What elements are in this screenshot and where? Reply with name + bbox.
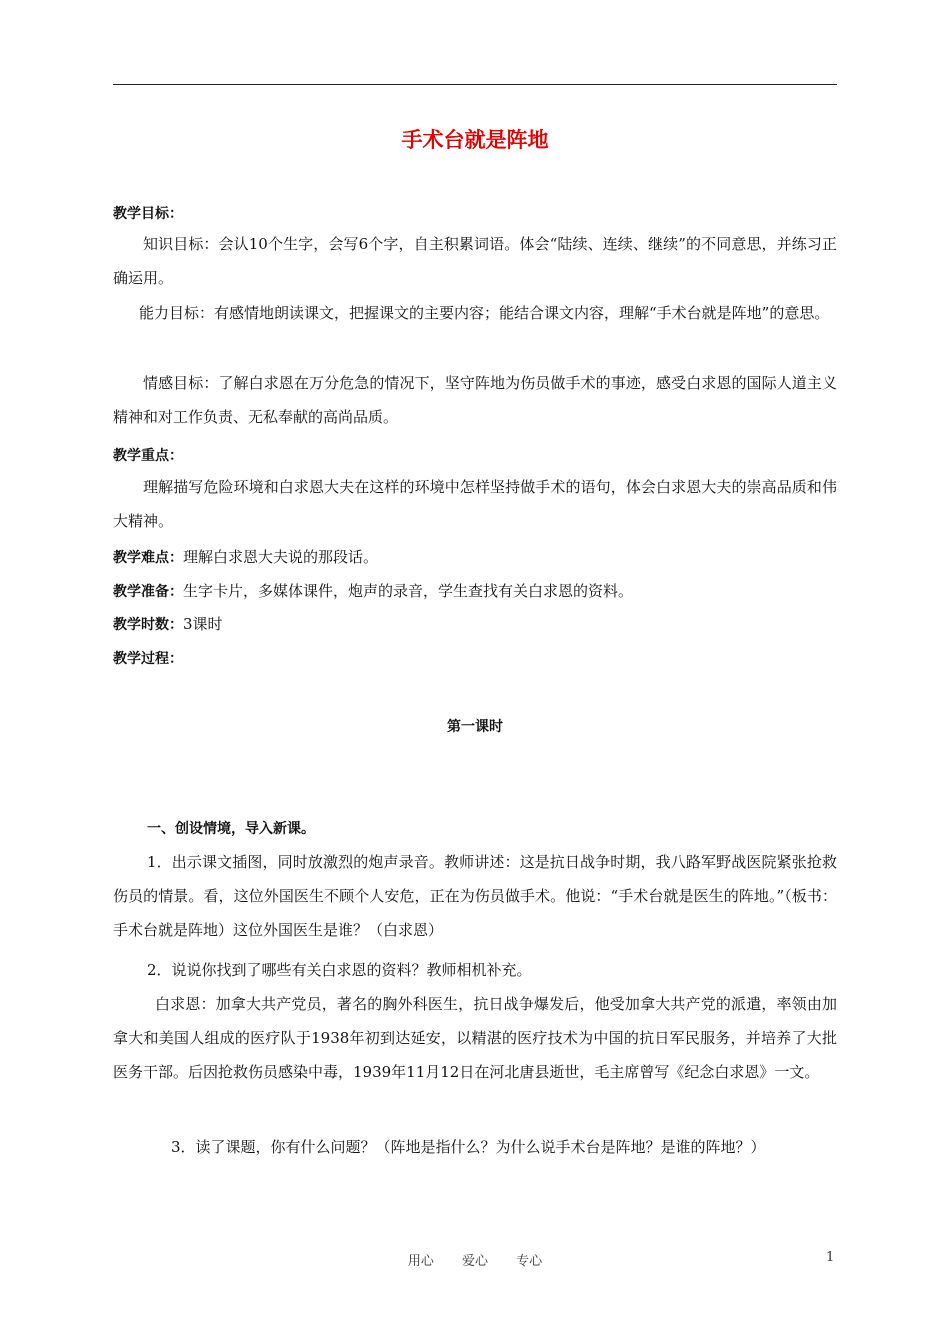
step-1: 1．出示课文插图，同时放激烈的炮声录音。教师讲述：这是抗日战争时期，我八路军野战医院紧张抢救伤员的情景。看，这位外国医生不顾个人安危，正在为伤员做手术。他说：“手术台就是医生的阵地。”（板书：手术台就是阵地）这位外国医生是谁？（白求恩） [113,853,837,939]
prep-line: 教学准备：生字卡片，多媒体课件，炮声的录音，学生查找有关白求恩的资料。 [113,582,634,600]
footer-word: 用心 [407,1254,434,1269]
step-2: 2．说说你找到了哪些有关白求恩的资料？教师相机补充。 [147,961,532,979]
bethune-bio: 白求恩：加拿大共产党员，著名的胸外科医生，抗日战争爆发后，他受加拿大共产党的派遣，率领由加拿大和美国人组成的医疗队于1938年初到达延安，以精湛的医疗技术为中国的抗日军民服务，并培养了大批医务干部。后因抢救伤员感染中毒，1939年11月12日在河北唐县逝世，毛主席曾写《纪念白求恩》一文。 [113,995,837,1081]
key-text: 理解描写危险环境和白求恩大夫在这样的环境中怎样坚持做手术的语句，体会白求恩大夫的崇高品质和伟大精神。 [113,478,837,530]
section-heading: 一、创设情境，导入新课。 [147,821,315,837]
objectives-heading: 教学目标： [113,206,183,222]
ability-objective: 能力目标：有感情地朗读课文，把握课文的主要内容；能结合课文内容，理解“手术台就是阵地”的意思。 [139,304,830,322]
footer-word: 爱心 [461,1254,488,1269]
key-heading: 教学重点： [113,448,183,464]
hours-line: 教学时数：3课时 [113,615,223,633]
difficulty-line: 教学难点：理解白求恩大夫说的那段话。 [113,548,379,566]
page-number: 1 [826,1250,835,1265]
knowledge-objective: 知识目标：会认10个生字，会写6个字，自主积累词语。体会“陆续、连续、继续”的不同意思，并练习正确运用。 [113,235,837,287]
emotion-objective: 情感目标：了解白求恩在万分危急的情况下，坚守阵地为伤员做手术的事迹，感受白求恩的国际人道主义精神和对工作负责、无私奉献的高尚品质。 [113,374,837,426]
header-rule [113,84,837,85]
document-title: 手术台就是阵地 [401,128,549,152]
process-heading: 教学过程： [113,651,183,667]
footer-word: 专心 [516,1254,543,1269]
step-3: 3．读了课题，你有什么问题？（阵地是指什么？为什么说手术台是阵地？是谁的阵地？） [171,1138,766,1156]
lesson-heading: 第一课时 [447,719,503,735]
footer-motto [0,1250,950,1269]
